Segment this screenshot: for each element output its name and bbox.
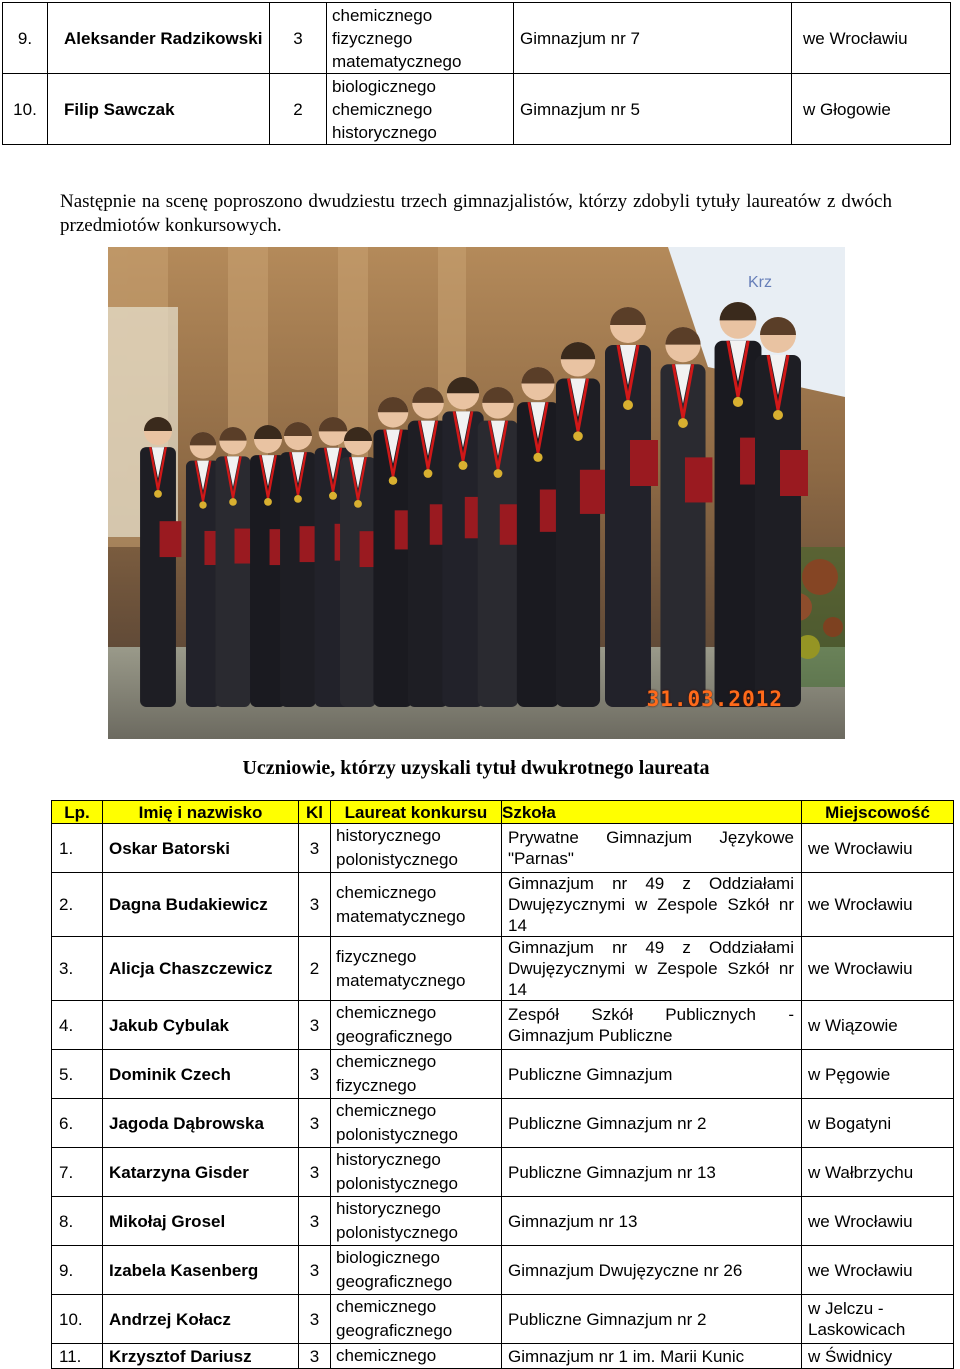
subject: polonistycznego <box>336 850 458 869</box>
student-name: Dagna Budakiewicz <box>103 873 299 937</box>
student-name: Katarzyna Gisder <box>103 1148 299 1197</box>
table-row <box>52 1197 954 1246</box>
city-name: we Wrocławiu <box>802 1246 954 1295</box>
table-row <box>52 1001 954 1050</box>
subject: historycznego <box>336 1150 441 1169</box>
city-name: we Wrocławiu <box>792 3 951 74</box>
table-row <box>52 1050 954 1099</box>
subjects-cell <box>327 3 514 74</box>
subjects-cell <box>331 1148 502 1197</box>
school-name: Zespół Szkół Publicznych - Gimnazjum Publiczne <box>502 1001 802 1050</box>
school-name: Gimnazjum nr 1 im. Marii Kunic <box>502 1344 802 1369</box>
previous-laureates-table <box>2 2 951 145</box>
student-figure <box>755 317 808 707</box>
student-name: Andrzej Kołacz <box>103 1295 299 1344</box>
school-name: Gimnazjum nr 49 z Oddziałami Dwujęzycznymi w Zespole Szkół nr 14 <box>502 937 802 1001</box>
class-number: 3 <box>299 1050 331 1099</box>
school-name: Publiczne Gimnazjum <box>502 1050 802 1099</box>
class-number: 3 <box>299 1295 331 1344</box>
subject: polonistycznego <box>336 1174 458 1193</box>
subject: geograficznego <box>336 1027 453 1046</box>
double-laureates-table <box>51 800 954 1369</box>
class-number: 3 <box>299 1246 331 1295</box>
header-city: Miejscowość <box>802 801 954 824</box>
student-name: Dominik Czech <box>103 1050 299 1099</box>
table-row <box>52 1246 954 1295</box>
subject: biologicznego <box>336 1248 440 1267</box>
row-number: 10. <box>3 74 48 145</box>
row-number: 1. <box>52 824 103 873</box>
subjects-cell <box>331 1099 502 1148</box>
city-name: we Wrocławiu <box>802 1197 954 1246</box>
intro-paragraph: Następnie na scenę poproszono dwudziestu trzech gimnazjalistów, którzy zdobyli tytuły laureatów z dwóch przedmiotów konkursowych. <box>60 191 892 236</box>
city-name: w Wałbrzychu <box>802 1148 954 1197</box>
city-name: w Pęgowie <box>802 1050 954 1099</box>
row-number: 5. <box>52 1050 103 1099</box>
row-number: 2. <box>52 873 103 937</box>
class-number: 3 <box>299 1099 331 1148</box>
photo-date-stamp: 31.03.2012 <box>646 687 783 711</box>
class-number: 3 <box>270 3 327 74</box>
subjects-cell <box>331 1246 502 1295</box>
subjects-cell <box>331 1001 502 1050</box>
table-header-row <box>52 801 954 824</box>
subject: matematycznego <box>336 906 466 926</box>
row-number: 11. <box>52 1344 103 1369</box>
student-name: Filip Sawczak <box>48 74 270 145</box>
subject: chemicznego <box>336 1003 437 1022</box>
subject: matematycznego <box>336 970 466 990</box>
student-name: Aleksander Radzikowski <box>48 3 270 74</box>
city-name: w Głogowie <box>792 74 951 145</box>
class-number: 3 <box>299 1001 331 1050</box>
subject: chemicznego <box>336 1101 437 1120</box>
subjects-cell <box>331 873 502 937</box>
row-number: 10. <box>52 1295 103 1344</box>
row-number: 3. <box>52 937 103 1001</box>
student-name: Izabela Kasenberg <box>103 1246 299 1295</box>
subject: matematycznego <box>332 51 462 71</box>
subject: historycznego <box>332 122 437 142</box>
student-name: Jakub Cybulak <box>103 1001 299 1050</box>
table-row <box>52 937 954 1001</box>
subject: chemicznego <box>336 882 437 902</box>
student-name: Oskar Batorski <box>103 824 299 873</box>
student-figure <box>216 427 256 707</box>
subjects-cell <box>331 1197 502 1246</box>
subject: geograficznego <box>336 1321 453 1340</box>
subject: fizycznego <box>336 1076 417 1095</box>
row-number: 9. <box>3 3 48 74</box>
subject: polonistycznego <box>336 1125 458 1144</box>
city-name: w Jelczu - Laskowicach <box>802 1295 954 1344</box>
school-name: Gimnazjum Dwujęzyczne nr 26 <box>502 1246 802 1295</box>
header-class: Kl <box>299 801 331 824</box>
subject: historycznego <box>336 826 441 845</box>
group-photo <box>108 247 845 739</box>
city-name: we Wrocławiu <box>802 824 954 873</box>
table-row <box>3 3 951 74</box>
table-caption: Uczniowie, którzy uzyskali tytuł dwukrotnego laureata <box>242 757 710 779</box>
subject: chemicznego <box>336 1297 437 1316</box>
class-number: 3 <box>299 873 331 937</box>
class-number: 3 <box>299 824 331 873</box>
subjects-cell <box>331 824 502 873</box>
school-name: Prywatne Gimnazjum Językowe "Parnas" <box>502 824 802 873</box>
header-name: Imię i nazwisko <box>103 801 299 824</box>
class-number: 2 <box>299 937 331 1001</box>
student-figure <box>556 342 607 707</box>
subject: polonistycznego <box>336 1223 458 1242</box>
subject: geograficznego <box>336 1272 453 1291</box>
subjects-cell <box>327 74 514 145</box>
subject: fizycznego <box>336 946 417 966</box>
table-row <box>52 1099 954 1148</box>
subject: chemicznego <box>336 1052 437 1071</box>
class-number: 3 <box>299 1344 331 1369</box>
subjects-cell <box>331 937 502 1001</box>
row-number: 9. <box>52 1246 103 1295</box>
school-name: Gimnazjum nr 13 <box>502 1197 802 1246</box>
subject: chemicznego <box>332 99 433 119</box>
school-name: Gimnazjum nr 5 <box>514 74 792 145</box>
student-name: Alicja Chaszczewicz <box>103 937 299 1001</box>
student-name: Jagoda Dąbrowska <box>103 1099 299 1148</box>
student-figure <box>605 307 658 707</box>
subjects-cell <box>331 1295 502 1344</box>
class-number: 3 <box>299 1148 331 1197</box>
table-row <box>52 824 954 873</box>
table-row <box>52 1295 954 1344</box>
table-row <box>52 1344 954 1369</box>
header-school: Szkoła <box>502 801 802 824</box>
student-name: Krzysztof Dariusz <box>103 1344 299 1369</box>
header-lp: Lp. <box>52 801 103 824</box>
subject: biologicznego <box>332 76 436 96</box>
table-row <box>52 1148 954 1197</box>
subject: historycznego <box>336 1199 441 1218</box>
photo-illustration <box>108 247 845 739</box>
table-row <box>3 74 951 145</box>
class-number: 3 <box>299 1197 331 1246</box>
header-contest: Laureat konkursu <box>331 801 502 824</box>
row-number: 7. <box>52 1148 103 1197</box>
subjects-cell <box>331 1344 502 1369</box>
table-row <box>52 873 954 937</box>
class-number: 2 <box>270 74 327 145</box>
city-name: w Świdnicy <box>802 1344 954 1369</box>
school-name: Publiczne Gimnazjum nr 13 <box>502 1148 802 1197</box>
subject: fizycznego <box>332 28 413 48</box>
subject: chemicznego <box>336 1346 437 1365</box>
student-figure <box>660 327 712 707</box>
row-number: 6. <box>52 1099 103 1148</box>
subjects-cell <box>331 1050 502 1099</box>
student-name: Mikołaj Grosel <box>103 1197 299 1246</box>
svg-text:Krz: Krz <box>748 274 772 291</box>
city-name: we Wrocławiu <box>802 937 954 1001</box>
row-number: 4. <box>52 1001 103 1050</box>
row-number: 8. <box>52 1197 103 1246</box>
school-name: Gimnazjum nr 7 <box>514 3 792 74</box>
city-name: w Bogatyni <box>802 1099 954 1148</box>
school-name: Publiczne Gimnazjum nr 2 <box>502 1295 802 1344</box>
subject: chemicznego <box>332 5 433 25</box>
city-name: we Wrocławiu <box>802 873 954 937</box>
city-name: w Wiązowie <box>802 1001 954 1050</box>
school-name: Publiczne Gimnazjum nr 2 <box>502 1099 802 1148</box>
student-figure <box>140 417 181 707</box>
school-name: Gimnazjum nr 49 z Oddziałami Dwujęzycznymi w Zespole Szkół nr 14 <box>502 873 802 937</box>
